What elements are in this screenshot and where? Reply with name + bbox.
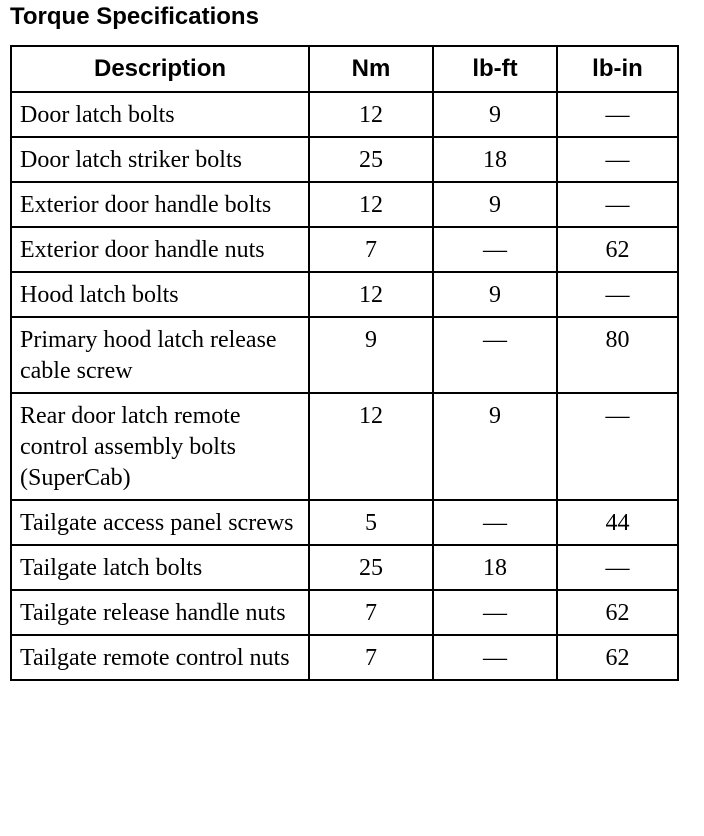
description-cell: Exterior door handle bolts xyxy=(11,182,309,227)
table-row xyxy=(11,635,678,680)
table-row xyxy=(11,137,678,182)
lb-ft-cell: 9 xyxy=(433,393,557,500)
nm-cell: 7 xyxy=(309,590,433,635)
lb-in-cell: 62 xyxy=(557,635,678,680)
nm-cell: 7 xyxy=(309,635,433,680)
description-cell: Exterior door handle nuts xyxy=(11,227,309,272)
nm-cell: 5 xyxy=(309,500,433,545)
column-header-lb-ft: lb-ft xyxy=(433,46,557,92)
description-cell: Door latch bolts xyxy=(11,92,309,137)
table-row xyxy=(11,590,678,635)
lb-ft-cell: — xyxy=(433,227,557,272)
nm-cell: 7 xyxy=(309,227,433,272)
nm-cell: 12 xyxy=(309,393,433,500)
description-cell: Tailgate latch bolts xyxy=(11,545,309,590)
table-row xyxy=(11,545,678,590)
lb-ft-cell: 9 xyxy=(433,92,557,137)
column-header-lb-in: lb-in xyxy=(557,46,678,92)
description-cell: Tailgate access panel screws xyxy=(11,500,309,545)
description-cell: Tailgate release handle nuts xyxy=(11,590,309,635)
lb-ft-cell: — xyxy=(433,500,557,545)
lb-in-cell: 80 xyxy=(557,317,678,393)
nm-cell: 12 xyxy=(309,272,433,317)
torque-spec-table xyxy=(10,45,679,681)
description-cell: Rear door latch remote control assembly bolts (SuperCab) xyxy=(11,393,309,500)
lb-in-cell: — xyxy=(557,393,678,500)
table-row xyxy=(11,317,678,393)
nm-cell: 25 xyxy=(309,137,433,182)
description-cell: Tailgate remote control nuts xyxy=(11,635,309,680)
column-header-description: Description xyxy=(11,46,309,92)
lb-ft-cell: — xyxy=(433,317,557,393)
lb-in-cell: — xyxy=(557,92,678,137)
lb-in-cell: 62 xyxy=(557,590,678,635)
lb-in-cell: — xyxy=(557,272,678,317)
header-row xyxy=(11,46,678,92)
lb-in-cell: 62 xyxy=(557,227,678,272)
description-cell: Door latch striker bolts xyxy=(11,137,309,182)
lb-ft-cell: 9 xyxy=(433,182,557,227)
nm-cell: 12 xyxy=(309,182,433,227)
lb-in-cell: — xyxy=(557,545,678,590)
lb-in-cell: — xyxy=(557,137,678,182)
table-row xyxy=(11,393,678,500)
nm-cell: 9 xyxy=(309,317,433,393)
description-cell: Primary hood latch release cable screw xyxy=(11,317,309,393)
table-row xyxy=(11,272,678,317)
table-row xyxy=(11,227,678,272)
lb-in-cell: — xyxy=(557,182,678,227)
lb-ft-cell: 9 xyxy=(433,272,557,317)
description-cell: Hood latch bolts xyxy=(11,272,309,317)
table-row xyxy=(11,92,678,137)
lb-ft-cell: — xyxy=(433,590,557,635)
nm-cell: 25 xyxy=(309,545,433,590)
page-title: Torque Specifications xyxy=(10,3,259,30)
lb-ft-cell: 18 xyxy=(433,545,557,590)
table-row xyxy=(11,500,678,545)
lb-ft-cell: — xyxy=(433,635,557,680)
table-row xyxy=(11,182,678,227)
lb-ft-cell: 18 xyxy=(433,137,557,182)
nm-cell: 12 xyxy=(309,92,433,137)
lb-in-cell: 44 xyxy=(557,500,678,545)
column-header-nm: Nm xyxy=(309,46,433,92)
